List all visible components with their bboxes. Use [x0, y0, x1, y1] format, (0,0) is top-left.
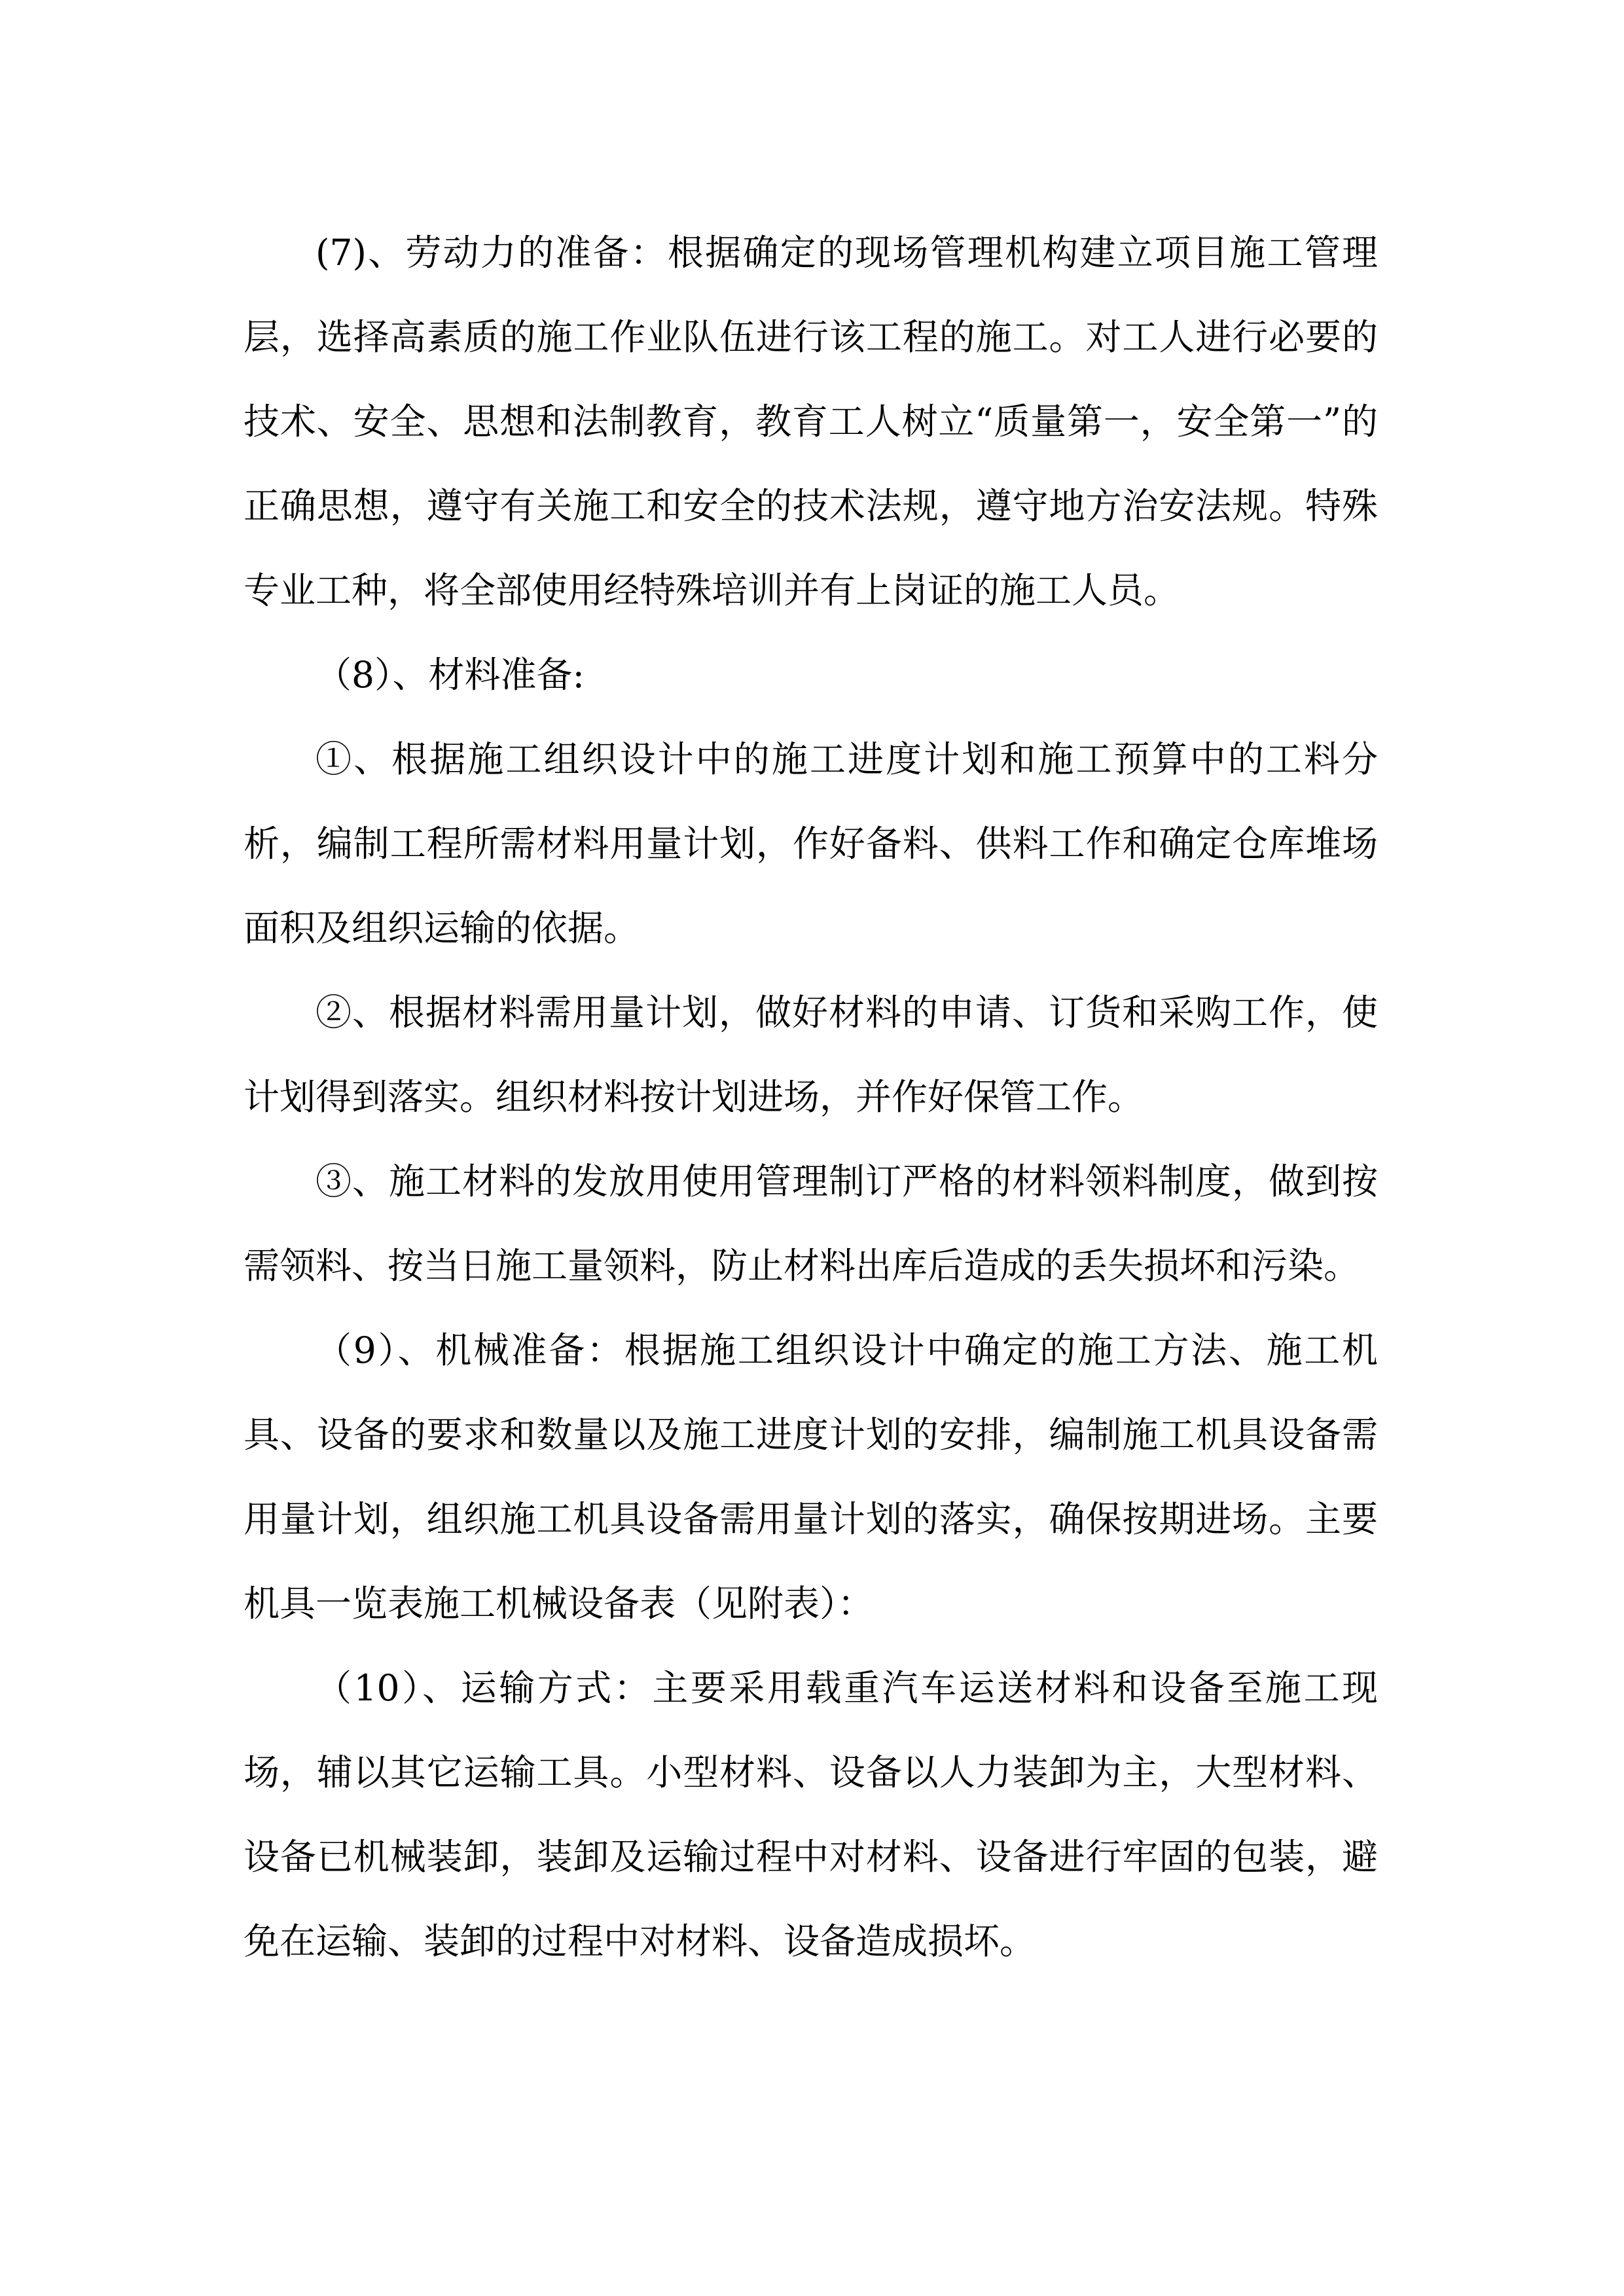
paragraph-material-preparation-heading: （8）、材料准备: [316, 654, 585, 696]
paragraph-material-item-3: ③、施工材料的发放用使用管理制订严格的材料领料制度，做到按需领料、按当日施工量领料，防止材料出库后造成的丢失损坏和污染。 [244, 1160, 1378, 1287]
paragraph-material-item-2: ②、根据材料需用量计划，做好材料的申请、订货和采购工作，使计划得到落实。组织材料按计划进场，并作好保管工作。 [244, 992, 1378, 1118]
paragraph-material-item-1: ①、根据施工组织设计中的施工进度计划和施工预算中的工料分析，编制工程所需材料用量计划，作好备料、供料工作和确定仓库堆场面积及组织运输的依据。 [244, 738, 1378, 949]
document-text-block [244, 211, 1378, 1984]
paragraph-machinery-preparation: （9）、机械准备：根据施工组织设计中确定的施工方法、施工机具、设备的要求和数量以及施工进度计划的安排，编制施工机具设备需用量计划，组织施工机具设备需用量计划的落实，确保按期进场。主要机具一览表施工机械设备表（见附表）： [244, 1329, 1378, 1624]
paragraph-labor-preparation: (7)、劳动力的准备：根据确定的现场管理机构建立项目施工管理层，选择高素质的施工作业队伍进行该工程的施工。对工人进行必要的技术、安全、思想和法制教育，教育工人树立“质量第一，安全第一”的正确思想，遵守有关施工和安全的技术法规，遵守地方治安法规。特殊专业工种，将全部使用经特殊培训并有上岗证的施工人员。 [244, 232, 1378, 611]
paragraph-transport-method: （10）、运输方式：主要采用载重汽车运送材料和设备至施工现场，辅以其它运输工具。小型材料、设备以人力装卸为主，大型材料、设备已机械装卸，装卸及运输过程中对材料、设备进行牢固的包装，避免在运输、装卸的过程中对材料、设备造成损坏。 [244, 1667, 1378, 1962]
